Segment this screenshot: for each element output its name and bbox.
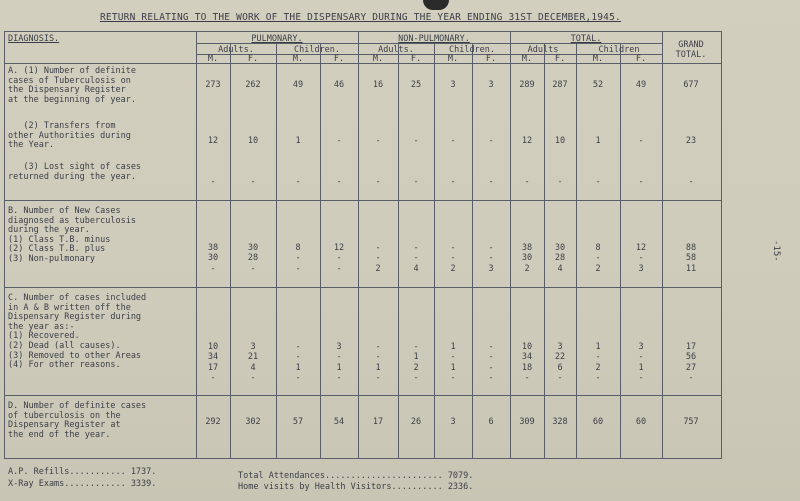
header-total-children: Children [598, 45, 640, 55]
cell-b1-1: 30 [247, 243, 259, 253]
cell-a3-9: - [557, 177, 563, 187]
cell-b1-4: - [375, 243, 381, 253]
cell-c3-0: 17 [207, 363, 219, 373]
cell-c4-12: - [688, 373, 694, 383]
cell-a1-3: 46 [333, 80, 345, 90]
cell-d-3: 54 [333, 417, 345, 427]
cell-d-7: 6 [488, 417, 494, 427]
cell-b3-7: 3 [488, 264, 494, 274]
header-f-label: F. [247, 54, 259, 64]
cell-c2-10: - [595, 352, 601, 362]
cell-a3-3: - [336, 177, 342, 187]
cell-a1-5: 25 [410, 80, 422, 90]
footer-total-attendances: Total Attendances....................... 7079. [238, 471, 474, 481]
cell-a1-6: 3 [450, 80, 456, 90]
cell-c3-9: 6 [557, 363, 563, 373]
cell-c3-10: 2 [595, 363, 601, 373]
cell-a3-12: - [688, 177, 694, 187]
cell-c2-6: - [450, 352, 456, 362]
grid-group-line [662, 31, 663, 458]
cell-c1-5: - [413, 342, 419, 352]
cell-a1-1: 262 [245, 80, 261, 90]
cell-c1-4: - [375, 342, 381, 352]
cell-b1-0: 38 [207, 243, 219, 253]
cell-a1-0: 273 [205, 80, 221, 90]
section-d: D. Number of definite cases of tuberculosis on the Dispensary Register at the end of the year. [8, 401, 147, 440]
cell-d-11: 60 [635, 417, 647, 427]
cell-c3-2: 1 [295, 363, 301, 373]
cell-b1-9: 30 [554, 243, 566, 253]
cell-a2-2: 1 [295, 136, 301, 146]
cell-c3-6: 1 [450, 363, 456, 373]
header-nonpulm-adults: Adults. [378, 45, 414, 55]
footer-home-visits: Home visits by Health Visitors.......... 2336. [238, 482, 474, 492]
cell-c4-3: - [336, 373, 342, 383]
cell-c3-3: 1 [336, 363, 342, 373]
cell-b1-12: 88 [685, 243, 697, 253]
page-number: -15- [771, 240, 781, 262]
header-m-label: M. [292, 54, 304, 64]
cell-c4-9: - [557, 373, 563, 383]
cell-c4-6: - [450, 373, 456, 383]
grid-right [721, 31, 722, 458]
header-total: TOTAL. [570, 34, 602, 44]
cell-c4-1: - [250, 373, 256, 383]
cell-a1-7: 3 [488, 80, 494, 90]
grid-bottom [4, 458, 722, 459]
cell-b2-11: - [638, 253, 644, 263]
cell-d-12: 757 [683, 417, 699, 427]
cell-c1-6: 1 [450, 342, 456, 352]
cell-b1-11: 12 [635, 243, 647, 253]
cell-a1-9: 287 [552, 80, 568, 90]
cell-a1-8: 289 [519, 80, 535, 90]
cell-d-10: 60 [592, 417, 604, 427]
cell-a1-11: 49 [635, 80, 647, 90]
cell-b2-3: - [336, 253, 342, 263]
cell-a2-10: 1 [595, 136, 601, 146]
grid-section-line [4, 287, 722, 288]
cell-b3-3: - [336, 264, 342, 274]
cell-b3-11: 3 [638, 264, 644, 274]
cell-a2-9: 10 [554, 136, 566, 146]
cell-c2-1: 21 [247, 352, 259, 362]
cell-c2-7: - [488, 352, 494, 362]
header-pulm-adults: Adults. [218, 45, 254, 55]
cell-b1-10: 8 [595, 243, 601, 253]
cell-c1-8: 10 [521, 342, 533, 352]
cell-b3-10: 2 [595, 264, 601, 274]
cell-a3-4: - [375, 177, 381, 187]
cell-a2-12: 23 [685, 136, 697, 146]
cell-b1-5: - [413, 243, 419, 253]
cell-c2-3: - [336, 352, 342, 362]
cell-d-1: 302 [245, 417, 261, 427]
cell-a3-11: - [638, 177, 644, 187]
grid-top [4, 31, 722, 32]
cell-c2-5: 1 [413, 352, 419, 362]
cell-b2-4: - [375, 253, 381, 263]
cell-c4-7: - [488, 373, 494, 383]
cell-a1-10: 52 [592, 80, 604, 90]
cell-a3-0: - [210, 177, 216, 187]
cell-b2-1: 28 [247, 253, 259, 263]
cell-d-5: 26 [410, 417, 422, 427]
header-f-label: F. [410, 54, 422, 64]
cell-d-0: 292 [205, 417, 221, 427]
cell-b2-9: 28 [554, 253, 566, 263]
header-m-label: M. [207, 54, 219, 64]
cell-c1-0: 10 [207, 342, 219, 352]
header-f-label: F. [554, 54, 566, 64]
cell-b3-6: 2 [450, 264, 456, 274]
cell-a3-1: - [250, 177, 256, 187]
cell-b3-1: - [250, 264, 256, 274]
cell-c1-3: 3 [336, 342, 342, 352]
section-c: C. Number of cases included in A & B written off the Dispensary Register during the year as:- (1) Recovered. (2) Dead (all causes). (3) Removed to other Areas (4) For other reasons. [8, 293, 147, 371]
section-a3: (3) Lost sight of cases returned during the year. [8, 162, 142, 182]
cell-b2-12: 58 [685, 253, 697, 263]
cell-c3-5: 2 [413, 363, 419, 373]
cell-b1-7: - [488, 243, 494, 253]
cell-a2-0: 12 [207, 136, 219, 146]
cell-b3-4: 2 [375, 264, 381, 274]
cell-c4-4: - [375, 373, 381, 383]
page-title: RETURN RELATING TO THE WORK OF THE DISPENSARY DURING THE YEAR ENDING 31ST DECEMBER,1945. [100, 12, 621, 23]
cell-b2-10: - [595, 253, 601, 263]
cell-a2-5: - [413, 136, 419, 146]
cell-d-6: 3 [450, 417, 456, 427]
header-m-label: M. [521, 54, 533, 64]
cell-c1-12: 17 [685, 342, 697, 352]
cell-a1-2: 49 [292, 80, 304, 90]
header-nonpulm-children: Children. [448, 45, 496, 55]
grid-group-line [196, 31, 197, 458]
cell-c4-5: - [413, 373, 419, 383]
cell-a3-2: - [295, 177, 301, 187]
cell-b2-6: - [450, 253, 456, 263]
cell-c1-10: 1 [595, 342, 601, 352]
section-a2: (2) Transfers from other Authorities during the Year. [8, 121, 131, 151]
header-f-label: F. [635, 54, 647, 64]
cell-b2-8: 30 [521, 253, 533, 263]
cell-c4-0: - [210, 373, 216, 383]
cell-c3-1: 4 [250, 363, 256, 373]
cell-a3-5: - [413, 177, 419, 187]
header-non-pulmonary: NON-PULMONARY. [398, 34, 470, 44]
grid-group-line [510, 31, 511, 458]
cell-c4-8: - [524, 373, 530, 383]
cell-b3-12: 11 [685, 264, 697, 274]
cell-b3-9: 4 [557, 264, 563, 274]
cell-c2-12: 56 [685, 352, 697, 362]
cell-b3-5: 4 [413, 264, 419, 274]
cell-c4-10: - [595, 373, 601, 383]
cell-a2-4: - [375, 136, 381, 146]
cell-c2-8: 34 [521, 352, 533, 362]
cell-a2-1: 10 [247, 136, 259, 146]
cell-b1-6: - [450, 243, 456, 253]
cell-c4-11: - [638, 373, 644, 383]
cell-a1-12: 677 [683, 80, 699, 90]
cell-b3-8: 2 [524, 264, 530, 274]
cell-a2-6: - [450, 136, 456, 146]
cell-c4-2: - [295, 373, 301, 383]
header-pulmonary: PULMONARY. [251, 34, 303, 44]
cell-b3-0: - [210, 264, 216, 274]
cell-c1-9: 3 [557, 342, 563, 352]
header-pulm-children: Children. [293, 45, 341, 55]
section-b: B. Number of New Cases diagnosed as tuberculosis during the year. (1) Class T.B. minus (2) Class T.B. plus (3) Non-pulmonary [8, 206, 136, 264]
cell-a2-3: - [336, 136, 342, 146]
cell-b2-7: - [488, 253, 494, 263]
cell-a3-6: - [450, 177, 456, 187]
cell-c3-12: 27 [685, 363, 697, 373]
cell-c3-4: 1 [375, 363, 381, 373]
cell-c3-11: 1 [638, 363, 644, 373]
header-m-label: M. [592, 54, 604, 64]
grid-group-line [358, 31, 359, 458]
cell-d-8: 309 [519, 417, 535, 427]
cell-b1-3: 12 [333, 243, 345, 253]
cell-d-4: 17 [372, 417, 384, 427]
cell-c2-0: 34 [207, 352, 219, 362]
cell-c2-4: - [375, 352, 381, 362]
cell-a1-4: 16 [372, 80, 384, 90]
cell-a2-8: 12 [521, 136, 533, 146]
header-diagnosis: DIAGNOSIS. [8, 34, 60, 44]
cell-c3-8: 18 [521, 363, 533, 373]
cell-c1-11: 3 [638, 342, 644, 352]
cell-b2-0: 30 [207, 253, 219, 263]
header-m-label: M. [447, 54, 459, 64]
cell-a3-10: - [595, 177, 601, 187]
cell-b2-5: - [413, 253, 419, 263]
cell-c2-2: - [295, 352, 301, 362]
header-grand-total: GRAND TOTAL. [675, 40, 707, 60]
cell-d-9: 328 [552, 417, 568, 427]
cell-c2-11: - [638, 352, 644, 362]
header-f-label: F. [485, 54, 497, 64]
cell-c1-1: 3 [250, 342, 256, 352]
footer-ap-refills: A.P. Refills........... 1737. [8, 467, 157, 477]
cell-b1-2: 8 [295, 243, 301, 253]
grid-section-line [4, 200, 722, 201]
grid-section-line [4, 395, 722, 396]
cell-c1-2: - [295, 342, 301, 352]
cell-b2-2: - [295, 253, 301, 263]
cell-b3-2: - [295, 264, 301, 274]
header-m-label: M. [372, 54, 384, 64]
cell-c1-7: - [488, 342, 494, 352]
cell-c2-9: 22 [554, 352, 566, 362]
cell-d-2: 57 [292, 417, 304, 427]
grid-left [4, 31, 5, 458]
section-a1: A. (1) Number of definite cases of Tuberculosis on the Dispensary Register at the beginning of year. [8, 66, 136, 105]
header-f-label: F. [333, 54, 345, 64]
header-total-adults: Adults [527, 45, 559, 55]
cell-a3-7: - [488, 177, 494, 187]
cell-b1-8: 38 [521, 243, 533, 253]
cell-a2-7: - [488, 136, 494, 146]
cell-a3-8: - [524, 177, 530, 187]
footer-xray-exams: X-Ray Exams............ 3339. [8, 479, 157, 489]
cell-c3-7: - [488, 363, 494, 373]
cell-a2-11: - [638, 136, 644, 146]
